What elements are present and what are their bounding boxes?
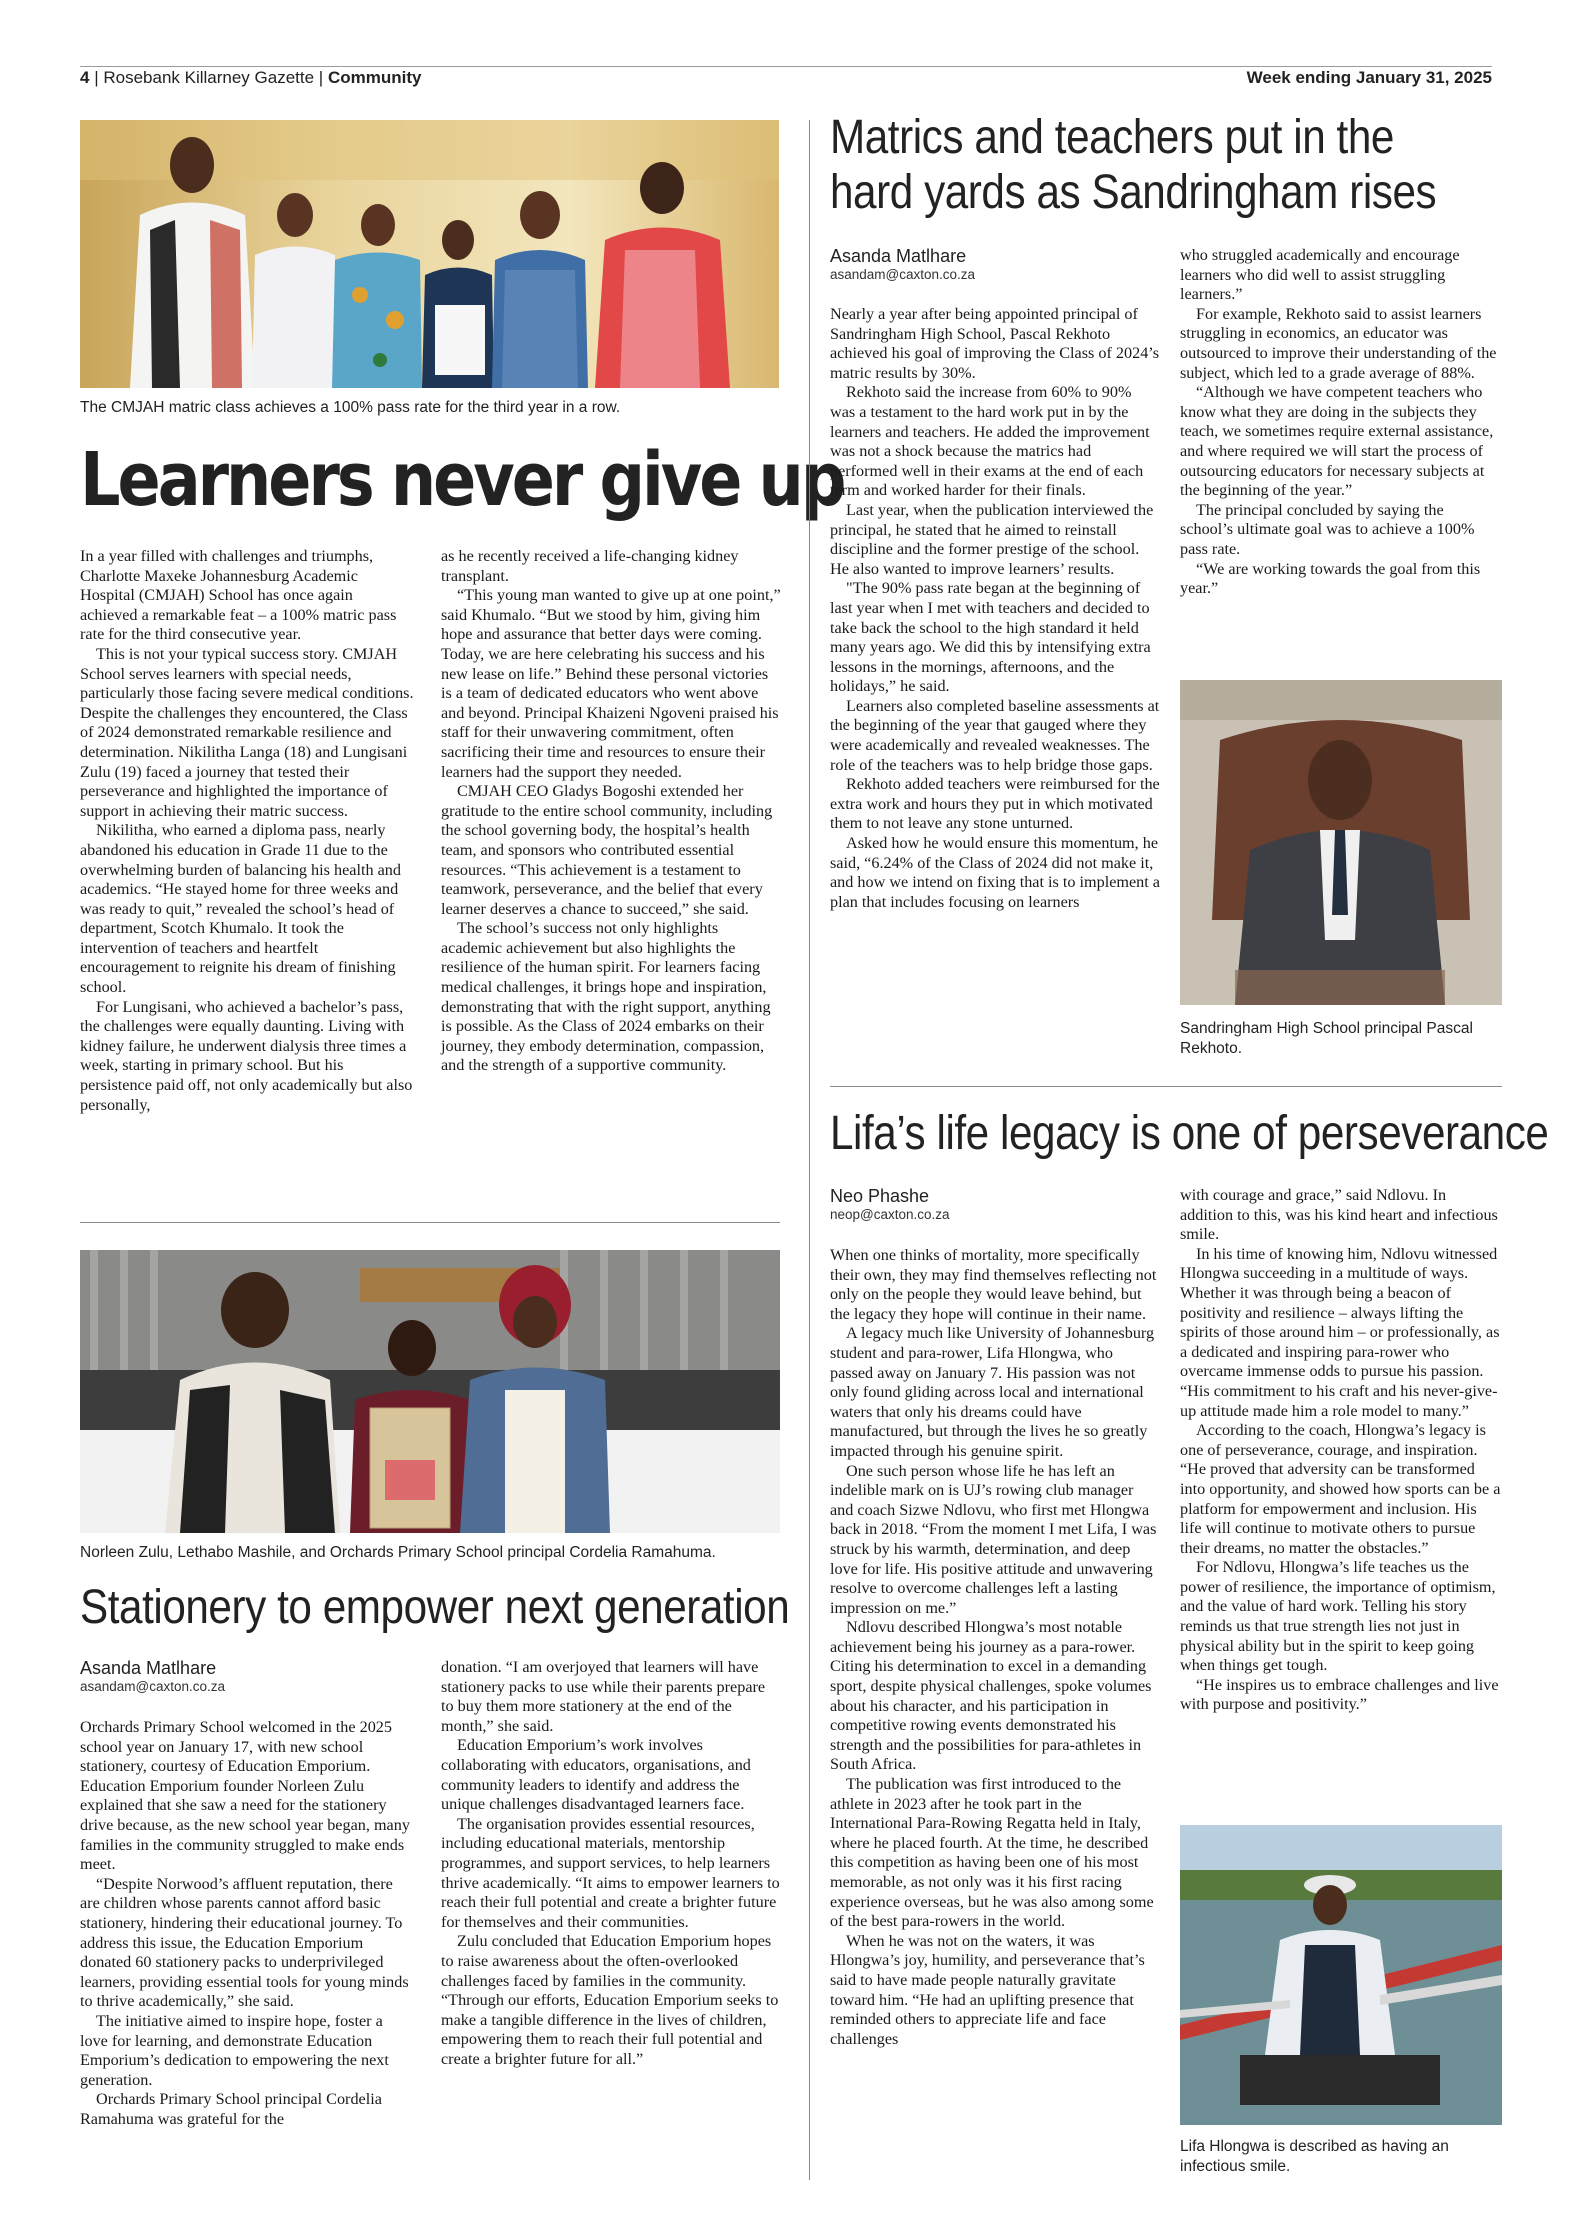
headline-sandringham: Matrics and teachers put in the hard yards as Sandringham rises — [830, 111, 1437, 219]
author-email[interactable]: asandam@caxton.co.za — [830, 267, 976, 282]
story4-paragraph: One such person whose life he has left an indelible mark on is UJ’s rowing club manager and coach Sizwe Ndlovu, who first met Hlongwa back in 2018. “From the moment I met Lifa, I was struck by his warmth, determination, and deep love for life. His positive attitude and unwavering resolve to overcome challenges left a lasting impression on me.” — [830, 1461, 1157, 1617]
byline-story4 — [830, 1186, 950, 1223]
author-email[interactable]: asandam@caxton.co.za — [80, 1679, 226, 1694]
byline-story3 — [830, 246, 975, 283]
story4-paragraph: “He inspires us to embrace challenges and live with purpose and positivity.” — [1180, 1675, 1499, 1714]
story2-paragraph: Zulu concluded that Education Emporium hopes to raise awareness about the often-overlooked challenges faced by families in the community. “Through our efforts, Education Emporium seeks to make a tangible difference in the lives of children, empowering them to reach their full potential and create a brighter future for all.” — [441, 1932, 779, 2068]
section-name: Community — [327, 68, 422, 87]
photo-caption-cmjah: The CMJAH matric class achieves a 100% pass rate for the third year in a row. — [80, 399, 621, 416]
author-name: Asanda Matlhare — [80, 1658, 217, 1678]
story3-paragraph: “We are working towards the goal from this year.” — [1180, 559, 1481, 598]
page-header-left: 4 | Rosebank Killarney Gazette | Community — [80, 68, 422, 87]
issue-date: Week ending January 31, 2025 — [1246, 68, 1492, 87]
story4-paragraph: Ndlovu described Hlongwa’s most notable achievement being his journey as a para-rower. Citing his determination to excel in a demanding sport, despite physical challenges, spoke volumes about his character, and his participation in competitive rowing events demonstrated his strength and the possibilities for para-athletes in South Africa. — [830, 1618, 1152, 1774]
byline-story2 — [80, 1658, 225, 1695]
story2-paragraph: Education Emporium’s work involves collaborating with educators, organisations, and community leaders to identify and address the unique challenges disadvantaged learners face. — [441, 1736, 751, 1814]
story3-paragraph: who struggled academically and encourage learners who did well to assist struggling learners.” — [1180, 246, 1460, 304]
story3-paragraph: Nearly a year after being appointed principal of Sandringham High School, Pascal Rekhoto achieved his goal of improving the Class of 2024’s matric results by 30%. — [830, 305, 1160, 382]
story4-column-1 — [830, 1246, 1160, 2049]
photo-caption-lifa: Lifa Hlongwa is described as having an infectious smile. — [1180, 2138, 1449, 2175]
page-number: 4 — [80, 68, 90, 87]
rekhoto-photo — [1180, 680, 1502, 1005]
story1-paragraph: In a year filled with challenges and triumphs, Charlotte Maxeke Johannesburg Academic Hospital (CMJAH) School has once again achieved a remarkable feat – a 100% matric pass rate for the third consecutive year. — [80, 547, 397, 644]
story2-column-2 — [441, 1658, 781, 2069]
story2-paragraph: The organisation provides essential resources, including educational materials, mentorship programmes, and support services, to help learners thrive academically. “It aims to empower learners to reach their full potential and create a brighter future for themselves and their communities. — [441, 1814, 780, 1931]
story4-paragraph: For Ndlovu, Hlongwa’s life teaches us the power of resilience, the importance of optimism, and the value of hard work. Telling his story reminds us that true strength lies not just in physical ability but in the spirit to keep going when things get tough. — [1180, 1558, 1496, 1675]
photo-caption-rekhoto: Sandringham High School principal Pascal Rekhoto. — [1180, 1020, 1473, 1057]
story1-paragraph: For Lungisani, who achieved a bachelor’s pass, the challenges were equally daunting. Living with kidney failure, he underwent dialysis three times a week, starting in primary school. But his persistence paid off, not only academically but also personally, — [80, 997, 413, 1114]
headline-learners: Learners never give up — [80, 437, 844, 523]
story3-paragraph: "The 90% pass rate began at the beginning of last year when I met with teachers and decided to take back the school to the high standard it held many years ago. We did this by intensifying extra lessons in the mornings, afternoons, and the holidays,” he said. — [830, 579, 1151, 696]
story3-paragraph: “Although we have competent teachers who know what they are doing in the subjects they teach, we sometimes require external assistance, and where required we will start the process of outsourcing educators for necessary subjects at the beginning of the year.” — [1180, 383, 1494, 500]
story4-paragraph: When he was not on the waters, it was Hlongwa’s joy, humility, and perseverance that’s said to have made people naturally gravitate toward him. “He had an uplifting presence that reminded others to appreciate life and face challenges — [830, 1931, 1145, 2048]
story1-paragraph: The school’s success not only highlights academic achievement but also highlights the resilience of the human spirit. For learners facing medical challenges, it brings hope and inspiration, demonstrating that with the right support, anything is possible. As the Class of 2024 embarks on their journey, they embody determination, compassion, and the strength of a supportive community. — [441, 919, 771, 1075]
story2-paragraph: Orchards Primary School welcomed in the 2025 school year on January 17, with new school stationery, courtesy of Education Emporium. — [80, 1718, 392, 1776]
story1-paragraph: This is not your typical success story. CMJAH School serves learners with special needs, particularly those facing severe medical conditions. Despite the challenges they encountered, the Class of 2024 demonstrated remarkable resilience and determination. Nikilitha Langa (18) and Lungisani Zulu (19) faced a journey that tested their perseverance and highlighted the importance of support in achieving their matric success. — [80, 644, 414, 820]
column-divider — [809, 120, 810, 2180]
story1-paragraph: “This young man wanted to give up at one point,” said Khumalo. “But we stood by him, giving him hope and assurance that better days were coming. Today, we are here celebrating his success and his new lease on life.” Behind these personal victories is a team of dedicated educators who went above and beyond. Principal Khaizeni Ngoveni praised his staff for their unwavering commitment, often sacrificing their time and resources to ensure their learners had the support they needed. — [441, 586, 781, 781]
story1-column-1 — [80, 547, 414, 1115]
story3-paragraph: Rekhoto added teachers were reimbursed for the extra work and hours they put in which motivated them to not leave any stone unturned. — [830, 775, 1160, 833]
story2-paragraph: Education Emporium founder Norleen Zulu explained that she saw a need for the stationery drive because, as the new school year began, many families in the community struggled to make ends meet. — [80, 1776, 410, 1874]
newspaper-name: Rosebank Killarney Gazette — [103, 68, 315, 87]
story4-paragraph: with courage and grace,” said Ndlovu. In addition to this, was his kind heart and infectious smile. — [1180, 1186, 1498, 1244]
story1-paragraph: Nikilitha, who earned a diploma pass, nearly abandoned his education in Grade 11 due to the overwhelming burden of balancing his health and academics. “He stayed home for three weeks and was ready to quit,” revealed the school’s head of department, Scotch Khumalo. It took the intervention of teachers and heartfelt encouragement to reignite his dream of finishing school. — [80, 821, 401, 997]
section-divider — [80, 1222, 780, 1223]
author-name: Asanda Matlhare — [830, 246, 967, 266]
story3-paragraph: The principal concluded by saying the school’s ultimate goal was to achieve a 100% pass rate. — [1180, 500, 1475, 558]
story4-paragraph: In his time of knowing him, Ndlovu witnessed Hlongwa succeeding in a multitude of ways. Whether it was through being a beacon of positivity and resilience – always lifting the spirits of those around him – or professionally, as a dedicated and inspiring para-rower who overcame immense odds to pursue his passion. “His commitment to his craft and his never-give-up attitude made him a role model to many.” — [1180, 1244, 1500, 1420]
story2-paragraph: “Despite Norwood’s affluent reputation, there are children whose parents cannot afford basic stationery, hindering their educational journey. To address this issue, the Education Emporium donated 60 stationery packs to underprivileged learners, providing essential tools for young minds to thrive academically,” she said. — [80, 1874, 409, 2011]
header-rule — [80, 66, 1492, 67]
cmjah-class-photo — [80, 120, 779, 388]
story3-paragraph: Asked how he would ensure this momentum, he said, “6.24% of the Class of 2024 did not make it, and how we intend on fixing that is to implement a plan that includes focusing on learners — [830, 834, 1160, 911]
story3-column-2 — [1180, 246, 1500, 599]
story4-paragraph: A legacy much like University of Johannesburg student and para-rower, Lifa Hlongwa, who passed away on January 7. His passion was not only found gliding across local and international waters that only his dreams could have manufactured, but through the lives he so greatly impacted through his genuine spirit. — [830, 1324, 1155, 1460]
section-divider — [830, 1086, 1502, 1087]
lifa-rowing-photo — [1180, 1825, 1502, 2125]
story2-paragraph: Orchards Primary School principal Cordelia Ramahuma was grateful for the — [80, 2090, 382, 2128]
story3-column-1 — [830, 305, 1160, 912]
story1-column-2 — [441, 547, 781, 1076]
author-email[interactable]: neop@caxton.co.za — [830, 1207, 950, 1222]
headline-stationery: Stationery to empower next generation — [80, 1581, 790, 1634]
story3-paragraph: Learners also completed baseline assessments at the beginning of the year that gauged where they were academically and revealed weaknesses. The role of the teachers was to help bridge those gaps. — [830, 696, 1160, 774]
story1-paragraph: as he recently received a life-changing kidney transplant. — [441, 547, 739, 585]
story4-column-2 — [1180, 1186, 1502, 1715]
story3-paragraph: Rekhoto said the increase from 60% to 90% was a testament to the hard work put in by the learners and teachers. He added the improvement was not a shock because the matrics had performed well in their exams at the end of each term and worked harder for their finals. — [830, 383, 1150, 500]
story3-paragraph: For example, Rekhoto said to assist learners struggling in economics, an educator was outsourced to improve their understanding of the subject, which led to a grade average of 88%. — [1180, 304, 1497, 382]
story4-paragraph: The publication was first introduced to the athlete in 2023 after he took part in the International Para-Rowing Regatta held in Italy, where he placed fourth. At the time, he described this competition as having been one of his most memorable, as not only was it his first racing experience overseas, but he was also among some of the best para-rowers in the world. — [830, 1775, 1154, 1931]
story2-column-1 — [80, 1718, 414, 2129]
story1-paragraph: CMJAH CEO Gladys Bogoshi extended her gratitude to the entire school community, including the school governing body, the hospital’s health team, and sponsors who contributed essential resources. “This achievement is a testament to teamwork, perseverance, and the belief that every learner deserves a chance to succeed,” she said. — [441, 782, 773, 918]
story3-paragraph: Last year, when the publication interviewed the principal, he stated that he aimed to reinstall discipline and the former prestige of the school. He also wanted to improve learners’ results. — [830, 500, 1154, 578]
story4-paragraph: According to the coach, Hlongwa’s legacy is one of perseverance, courage, and inspiration. “He proved that adversity can be transformed into opportunity, and showed how sports can be a platform for empowerment and inclusion. His life will continue to motivate others to pursue their dreams, no matter the obstacles.” — [1180, 1421, 1501, 1557]
story2-paragraph: donation. “I am overjoyed that learners will have stationery packs to use while their parents prepare to buy them more stationery at the end of the month,” she said. — [441, 1658, 766, 1735]
orchards-stationery-photo — [80, 1250, 780, 1533]
story4-paragraph: When one thinks of mortality, more specifically their own, they may find themselves reflecting not only on the people they would leave behind, but the legacy they hope will continue in their name. — [830, 1246, 1157, 1323]
photo-caption-orchards: Norleen Zulu, Lethabo Mashile, and Orchards Primary School principal Cordelia Ramahuma. — [80, 1544, 716, 1561]
story2-paragraph: The initiative aimed to inspire hope, foster a love for learning, and demonstrate Education Emporium’s dedication to empowering the next generation. — [80, 2011, 389, 2089]
author-name: Neo Phashe — [830, 1186, 930, 1206]
headline-lifa: Lifa’s life legacy is one of perseverance — [830, 1107, 1549, 1160]
